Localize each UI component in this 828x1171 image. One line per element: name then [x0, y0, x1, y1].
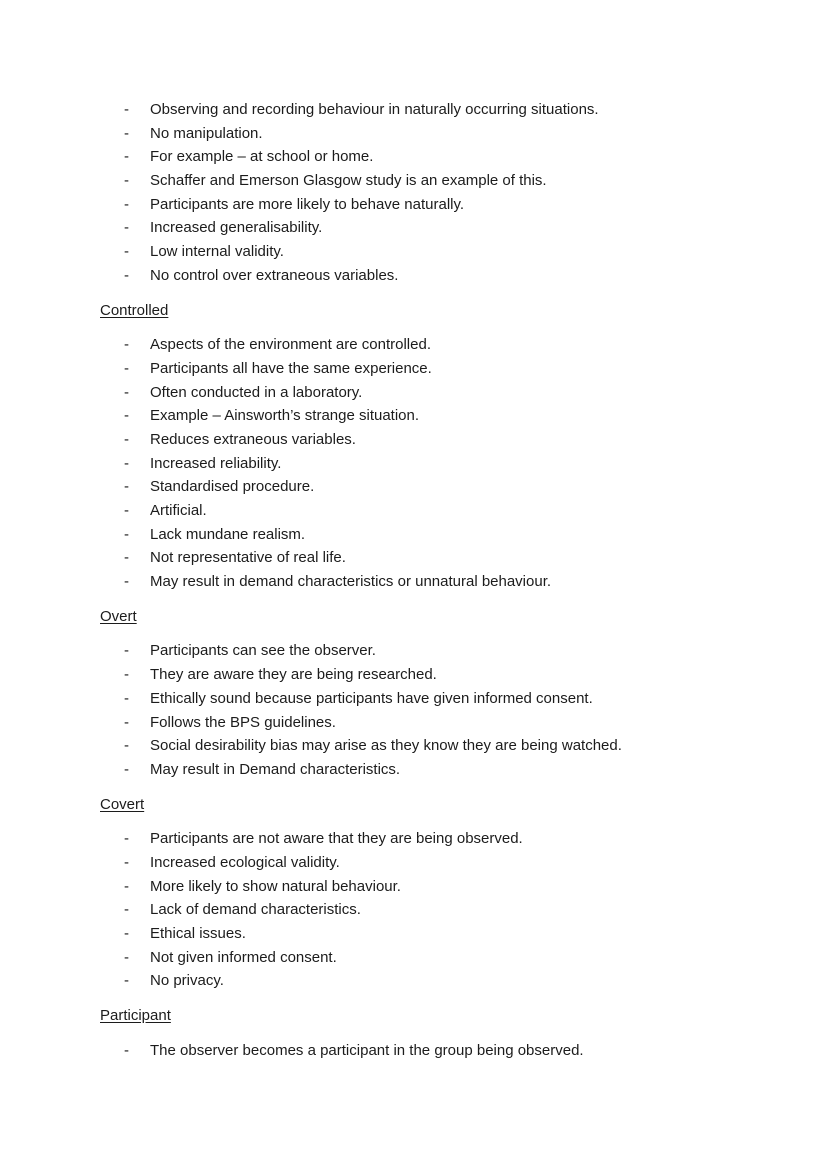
list-item — [100, 758, 780, 782]
list-item-text: Participants are more likely to behave naturally. — [150, 195, 465, 213]
section — [100, 793, 780, 994]
list-item — [100, 145, 780, 169]
bullet-dash: - — [124, 689, 129, 707]
list-item-text: Lack of demand characteristics. — [150, 901, 361, 919]
list-item-text: Increased reliability. — [150, 454, 282, 472]
list-item — [100, 875, 780, 899]
list-item — [100, 898, 780, 922]
bullet-list — [100, 639, 780, 781]
bullet-dash: - — [124, 737, 129, 755]
section — [100, 1004, 780, 1062]
list-item — [100, 169, 780, 193]
bullet-dash: - — [124, 948, 129, 966]
bullet-dash: - — [124, 525, 129, 543]
list-item — [100, 570, 780, 594]
bullet-dash: - — [124, 124, 129, 142]
list-item-text: Social desirability bias may arise as they know they are being watched. — [150, 737, 622, 755]
section-heading: Overt — [100, 607, 137, 625]
list-item — [100, 475, 780, 499]
bullet-dash: - — [124, 336, 129, 354]
bullet-dash: - — [124, 101, 129, 118]
list-item-text: Reduces extraneous variables. — [150, 430, 356, 448]
bullet-list — [100, 827, 780, 993]
list-item-text: Participants all have the same experience. — [150, 359, 432, 377]
list-item-text: They are aware they are being researched. — [150, 666, 437, 684]
list-item-text: Increased ecological validity. — [150, 853, 340, 871]
bullet-dash: - — [124, 901, 129, 919]
bullet-list — [100, 1039, 780, 1063]
document-body — [100, 98, 780, 1062]
bullet-dash: - — [124, 642, 129, 660]
list-item — [100, 264, 780, 288]
bullet-dash: - — [124, 383, 129, 401]
bullet-dash: - — [124, 666, 129, 684]
bullet-dash: - — [124, 853, 129, 871]
list-item-text: Participants can see the observer. — [150, 642, 376, 660]
list-item — [100, 452, 780, 476]
bullet-dash: - — [124, 430, 129, 448]
list-item-text: Follows the BPS guidelines. — [150, 713, 336, 731]
section-heading: Participant — [100, 1007, 171, 1025]
bullet-dash: - — [124, 502, 129, 519]
bullet-dash: - — [124, 1041, 129, 1059]
bullet-dash: - — [124, 454, 129, 472]
list-item-text: Schaffer and Emerson Glasgow study is an example of this. — [150, 172, 547, 190]
bullet-dash: - — [124, 573, 129, 591]
list-item — [100, 216, 780, 240]
list-item-text: Example – Ainsworth’s strange situation. — [150, 407, 420, 425]
bullet-list — [100, 98, 780, 288]
list-item-text: Not given informed consent. — [150, 948, 337, 966]
list-item — [100, 240, 780, 264]
list-item-text: May result in Demand characteristics. — [150, 760, 401, 778]
list-item-text: No manipulation. — [150, 124, 263, 142]
list-item — [100, 639, 780, 663]
list-item — [100, 922, 780, 946]
list-item — [100, 404, 780, 428]
bullet-dash: - — [124, 713, 129, 731]
bullet-dash: - — [124, 478, 129, 496]
bullet-list — [100, 333, 780, 594]
list-item-text: For example – at school or home. — [150, 148, 374, 166]
list-item-text: Low internal validity. — [150, 243, 284, 261]
list-item-text: May result in demand characteristics or unnatural behaviour. — [150, 573, 552, 591]
list-item — [100, 734, 780, 758]
list-item-text: Lack mundane realism. — [150, 525, 306, 543]
list-item — [100, 827, 780, 851]
section — [100, 98, 780, 288]
list-item — [100, 663, 780, 687]
list-item-text: Participants are not aware that they are being observed. — [150, 830, 523, 848]
bullet-dash: - — [124, 266, 129, 284]
list-item — [100, 946, 780, 970]
bullet-dash: - — [124, 877, 129, 895]
list-item-text: Ethical issues. — [150, 925, 246, 942]
list-item — [100, 523, 780, 547]
bullet-dash: - — [124, 972, 129, 990]
list-item-text: No privacy. — [150, 972, 224, 990]
bullet-dash: - — [124, 219, 129, 237]
list-item-text: Increased generalisability. — [150, 219, 323, 237]
bullet-dash: - — [124, 243, 129, 261]
list-item — [100, 687, 780, 711]
list-item — [100, 98, 780, 122]
list-item — [100, 122, 780, 146]
list-item — [100, 357, 780, 381]
bullet-dash: - — [124, 359, 129, 377]
list-item-text: Observing and recording behaviour in naturally occurring situations. — [150, 101, 599, 118]
list-item-text: Often conducted in a laboratory. — [150, 383, 363, 401]
list-item — [100, 851, 780, 875]
list-item — [100, 546, 780, 570]
section-heading: Controlled — [100, 301, 169, 319]
list-item-text: Not representative of real life. — [150, 549, 346, 567]
list-item — [100, 381, 780, 405]
list-item-text: No control over extraneous variables. — [150, 266, 399, 284]
list-item-text: More likely to show natural behaviour. — [150, 877, 401, 895]
list-item-text: The observer becomes a participant in the group being observed. — [150, 1041, 584, 1059]
section — [100, 299, 780, 594]
list-item — [100, 1039, 780, 1063]
bullet-dash: - — [124, 549, 129, 567]
bullet-dash: - — [124, 195, 129, 213]
bullet-dash: - — [124, 172, 129, 190]
bullet-dash: - — [124, 407, 129, 425]
list-item-text: Ethically sound because participants have given informed consent. — [150, 689, 593, 707]
bullet-dash: - — [124, 760, 129, 778]
list-item — [100, 969, 780, 993]
section-heading: Covert — [100, 795, 145, 813]
list-item-text: Artificial. — [150, 502, 207, 519]
list-item — [100, 711, 780, 735]
list-item — [100, 499, 780, 523]
list-item-text: Aspects of the environment are controlled. — [150, 336, 431, 354]
bullet-dash: - — [124, 830, 129, 848]
bullet-dash: - — [124, 148, 129, 166]
section — [100, 605, 780, 782]
list-item — [100, 428, 780, 452]
list-item — [100, 193, 780, 217]
list-item-text: Standardised procedure. — [150, 478, 315, 496]
bullet-dash: - — [124, 925, 129, 942]
list-item — [100, 333, 780, 357]
